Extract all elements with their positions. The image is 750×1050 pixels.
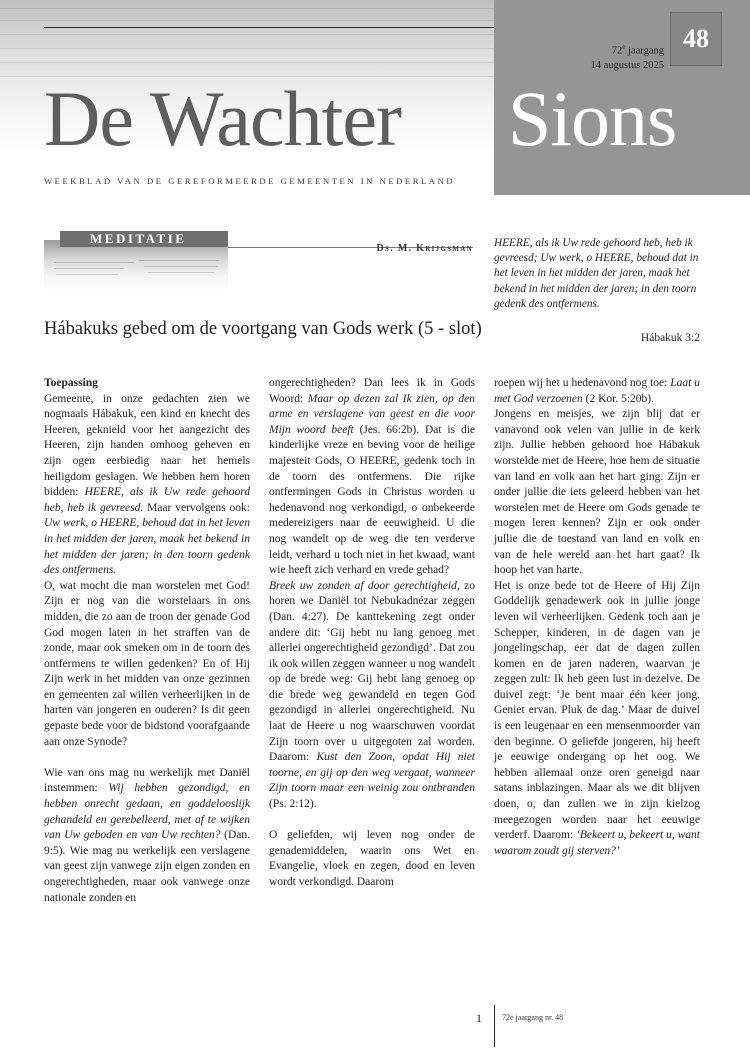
footer-info: 72e jaargang nr. 48 <box>502 1013 564 1022</box>
paragraph: Breek uw zonden af door gerechtigheid, zo horen we Daniël tot Nebukadnézar zeggen (Dan. 4:27). De kanttekening zegt onder andere dit: ‘Gij hebt nu lang genoeg met allerlei ongerechtigheid gezondigd’. Dat zou ik ook willen zeggen wanneer u nog wandelt op de brede weg: Gij hebt lang genoeg op die brede weg gewandeld en tegen God gezondigd in allerlei ongerechtigheid. Nu laat de Heere u nog waarschuwen voordat Zijn toorn over u uitgegoten zal worden. Daarom: Kust den Zoon, opdat Hij niet toorne, en gij op den weg vergaat, wanneer Zijn toorn maar een weinig zou ontbranden (Ps. 2:12). <box>269 579 476 811</box>
footer-rule <box>494 1005 495 1047</box>
paragraph: Het is onze bede tot de Heere of Hij Zijn Goddelijk genadewerk ook in jullie jonge leven wil verheerlijken. Gedenk toch aan je Schepper, kinderen, in de dagen van je jongelingschap, eer dat de dagen zullen komen en de jaren naderen, waarvan je zeggen zult: Ik heb geen lust in dezelve. De duivel zegt: ‘Je bent maar één keer jong. Geniet ervan. Pluk de dag.’ Maar de duivel is een leugenaar en een mensenmoorder van den beginne. O geliefde jongeren, hij heeft je eeuwige ondergang op het oog. We hebben allemaal onze oren geneigd naar satans inblazingen. Maar als we dit blijven doen, o, dan zullen we in zijn kielzog meegezogen worden naar het eeuwige verderf. Daarom: ‘Bekeert u, bekeert u, want waarom zoudt gij sterven?’ <box>494 579 700 857</box>
issue-meta <box>560 40 664 73</box>
section-label: MEDITATIE <box>60 231 228 247</box>
paragraph: Jongens en meisjes, we zijn blij dat er vanavond ook velen van jullie in de kerk zijn. Jullie hebben gehoord hoe Hábakuk worstelde met de Heere, hoe hem de situatie van land en volk aan het hart ging. Zijn er onder jullie die iets geleerd hebben van het worstelen met de Heere om Gods genade te mogen leren kennen? Zijn er ook onder jullie die de toestand van land en volk en van de hele wereld aan het hart gaat? Ik hoop het van harte. <box>494 408 700 577</box>
paragraph: O geliefden, wij leven nog onder de genademiddelen, waarin ons Wet en Evangelie, vloek en zegen, dood en leven wordt verkondigd. Daarom <box>269 829 475 888</box>
paragraph: ongerechtigheden? Dan lees ik in Gods Woord: Maar op dezen zal Ik zien, op den arme en verslagene van geest en die voor Mijn woord beeft (Jes. 66:2b). Dat is die kinderlijke vreze en beving voor de heilige majesteit Gods, O HEERE, gedenk toch in de toorn des ontfermens. Die rijke ontfermingen Gods in Christus worden u hedenavond nog verkondigd, o onbekeerde medereizigers naar de eeuwigheid. U die nog wandelt op de weg die ten verderve leidt, verhard u toch niet in het kwaad, want wie heeft zich verhard en vrede gehad? <box>269 377 475 577</box>
masthead-title-right: Sions <box>508 75 677 162</box>
year-line: 72e jaargang <box>611 43 664 57</box>
page-number: 1 <box>476 1011 482 1025</box>
verse-reference: Hábakuk 3:2 <box>640 332 700 344</box>
paragraph: Wie van ons mag nu werkelijk met Daniël instemmen: Wij hebben gezondigd, en hebben onrecht gedaan, en goddelooslijk gehandeld en gerebelleerd, met af te wijken van Uw geboden en van Uw rechten? (Dan. 9:5). Wie mag nu werkelijk een verslagene van geest zijn vanwege zijn eigen zonden en ongerechtigheden, maar ook vanwege onze nationale zonden en <box>44 766 250 904</box>
masthead-rule <box>44 27 494 28</box>
masthead-subtitle: WEEKBLAD VAN DE GEREFORMEERDE GEMEENTEN IN NEDERLAND <box>44 176 456 186</box>
masthead-title-left: De Wachter <box>44 75 401 162</box>
text-column-3 <box>494 376 700 859</box>
text-column-1 <box>44 376 250 906</box>
verse-text: HEERE, als ik Uw rede gehoord heb, heb ik gevreesd; Uw werk, o HEERE, behoud dat in het leven in het midden der jaren, maak het bekend in het midden der jaren; in den toorn gedenk des ontfermens. <box>494 237 699 310</box>
issue-number: 48 <box>670 12 722 66</box>
paragraph: Gemeente, in onze gedachten zien we nogmaals Hábakuk, een kind en knecht des Heeren, geknield voor het aangezicht des Heeren, zijn handen omhoog geheven en zijn ogen eerbiedig naar het hemels heiligdom geslagen. We hebben hem horen bidden: HEERE, als ik Uw rede gehoord heb, heb ik gevreesd. Maar vervolgens ook: Uw werk, o HEERE, behoud dat in het leven in het midden der jaren, maak het bekend in het midden der jaren; in den toorn gedenk des ontfermens. <box>44 392 251 577</box>
section-heading: Toepassing <box>44 377 98 389</box>
article-title: Hábakuks gebed om de voortgang van Gods werk (5 - slot) <box>44 319 482 339</box>
book-image <box>44 240 228 292</box>
text-column-2 <box>269 376 475 891</box>
paragraph: roepen wij het u hedenavond nog toe: Laat u met God verzoenen (2 Kor. 5:20b). <box>494 377 701 405</box>
author-name: Ds. M. Krijgsman <box>376 243 473 254</box>
issue-date: 14 augustus 2025 <box>590 59 664 71</box>
paragraph: O, wat mocht die man worstelen met God! Zijn er nog van die worstelaars in ons midden, die zo aan de troon der genade God God mogen laten in het straffen van de zonde, maar ook smeken om in de toorn des ontfermens te willen gedenken? En of Hij Zijn werk in het midden van onze gezinnen en gemeenten zal willen verheerlijken in de harten van jongeren en ouderen? Is dit geen gepaste bede voor de bidstond voorafgaande aan onze Synode? <box>44 579 250 748</box>
